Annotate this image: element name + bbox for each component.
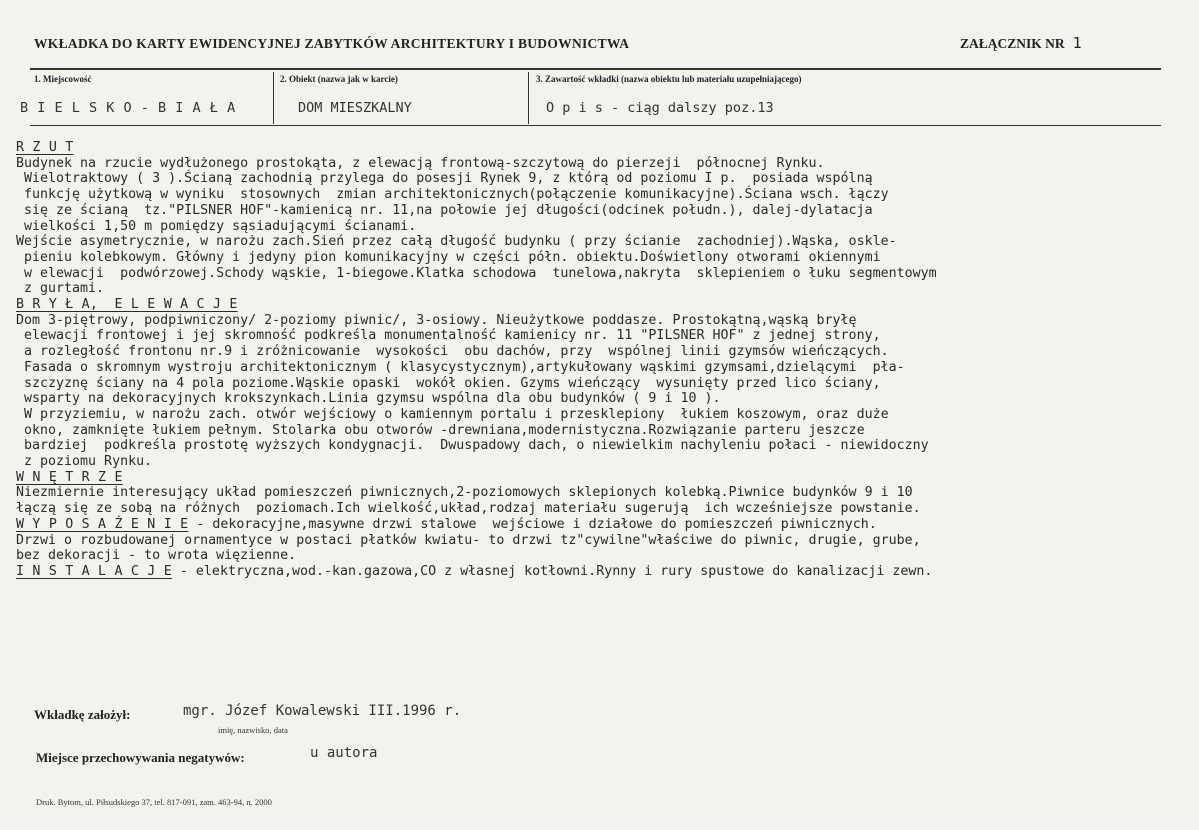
negatives-storage-value: u autora [310, 745, 378, 761]
section-heading-instalacje: I N S T A L A C J E [16, 563, 172, 579]
negatives-storage-label: Miejsce przechowywania negatywów: [36, 750, 245, 765]
form-title: WKŁADKA DO KARTY EWIDENCYJNEJ ZABYTKÓW ARCHITEKTURY I BUDOWNICTWA [34, 36, 630, 51]
fields-bottom-rule [30, 125, 1161, 126]
printer-note: Druk. Bytom, ul. Piłsudskiego 37, tel. 817-091, zam. 463-94, n. 2000 [36, 797, 272, 807]
section-text-wyposazenie: - dekoracyjne,masywne drzwi stalowe wejściowe i działowe do pomieszczeń piwnicznych. Drzwi o rozbudowanej ornamentyce w postaci płatków kwiatu- to drzwi tz"cywilne"właściwe do piwnic, drugie, grube, bez dekoracji - to wrota więzienne. [16, 516, 921, 564]
object-value: DOM MIESZKALNY [298, 100, 412, 116]
created-by-label: Wkładkę założył: [34, 707, 131, 722]
annex-label-text: ZAŁĄCZNIK NR [960, 36, 1065, 51]
content-value: O p i s - ciąg dalszy poz.13 [546, 100, 774, 116]
top-rule [30, 68, 1161, 70]
content-label: 3. Zawartość wkładki (nazwa obiektu lub materiału uzupełniającego) [536, 74, 802, 84]
place-value: B I E L S K O - B I A Ł A [20, 100, 236, 116]
field-separator-2 [528, 72, 529, 124]
section-text-instalacje: - elektryczna,wod.-kan.gazowa,CO z własnej kotłowni.Rynny i rury spustowe do kanalizacji zewn. [171, 563, 933, 579]
annex-number: 1 [1072, 34, 1082, 52]
section-heading-wnetrze: W N Ę T R Z E [16, 469, 123, 485]
created-by-hint: imię, nazwisko, data [218, 725, 288, 735]
description-body [16, 140, 1196, 580]
field-separator-1 [273, 72, 274, 124]
section-text-bryla: Dom 3-piętrowy, podpiwniczony/ 2-poziomy piwnic/, 3-osiowy. Nieużytkowe poddasze. Prostokątną,wąską bryłę elewacji frontowej i jej skromność podkreśla monumentalność kamienicy nr. 11 "PILSNER HOF" z jednej strony, a rozległość frontonu nr.9 i zróżnicowanie wysokości obu dachów, przy wspólnej linii gzymsów wieńczących. Fasada o skromnym wystroju architektonicznym ( klasycystycznym),artykułowany wąskimi gzymsami,dzielącymi pła- szczyznę ściany na 4 pola poziome.Wąskie opaski wokół okien. Gzyms wieńczący wysunięty przed lico ściany, wsparty na dekoracyjnych krokszynkach.Linia gzymsu wspólna dla obu budynków ( 9 i 10 ). W przyziemiu, w narożu zach. otwór wejściowy o kamiennym portalu i przesklepiony łukiem koszowym, oraz duże okno, zamknięte łukiem pełnym. Stolarka obu otworów -drewniana,modernistyczna.Rozwiązanie parteru jeszcze bardziej podkreśla prostotę wyższych kondygnacji. Dwuspadowy dach, o niewielkim nachyleniu połaci - niewidoczny z poziomu Rynku. [16, 312, 929, 470]
section-heading-bryla: B R Y Ł A, E L E W A C J E [16, 297, 238, 313]
section-text-wnetrze: Niezmiernie interesujący układ pomieszczeń piwnicznych,2-poziomowych sklepionych kolebką.Piwnice budynków 9 i 10 łączą się ze sobą na różnych poziomach.Ich wielkość,układ,rodzaj materiału sugerują ich wcześniejsze powstanie. [16, 485, 921, 517]
section-heading-wyposazenie: W Y P O S A Ż E N I E [16, 516, 189, 532]
annex-label [960, 34, 1082, 52]
place-label: 1. Miejscowość [34, 74, 92, 84]
section-heading-rzut: R Z U T [16, 140, 74, 155]
object-label: 2. Obiekt (nazwa jak w karcie) [280, 74, 398, 84]
section-text-rzut: Budynek na rzucie wydłużonego prostokąta, z elewacją frontową-szczytową do pierzeji północnej Rynku. Wielotraktowy ( 3 ).Ścianą zachodnią przylega do posesji Rynek 9, z którą od poziomu I p. posiada wspólną funkcję użytkową w wyniku stosownych zmian architektonicznych(połączenie komunikacyjne).Ściana wsch. łączy się ze ścianą tz."PILSNER HOF"-kamienicą nr. 11,na połowie jej długości(odcinek połudn.), dalej-dylatacja wielkości 1,50 m pomiędzy sąsiadującymi ścianami. Wejście asymetrycznie, w narożu zach.Sień przez całą długość budynku ( przy ścianie zachodniej).Wąska, oskle- pieniu kolebkowym. Główny i jedyny pion komunikacyjny w części półn. obiektu.Doświetlony otworami okiennymi w elewacji podwórzowej.Schody wąskie, 1-biegowe.Klatka schodowa tunelowa,nakryta sklepieniem o łuku segmentowym z gurtami. [16, 155, 937, 297]
created-by-value: mgr. Józef Kowalewski III.1996 r. [183, 703, 462, 719]
